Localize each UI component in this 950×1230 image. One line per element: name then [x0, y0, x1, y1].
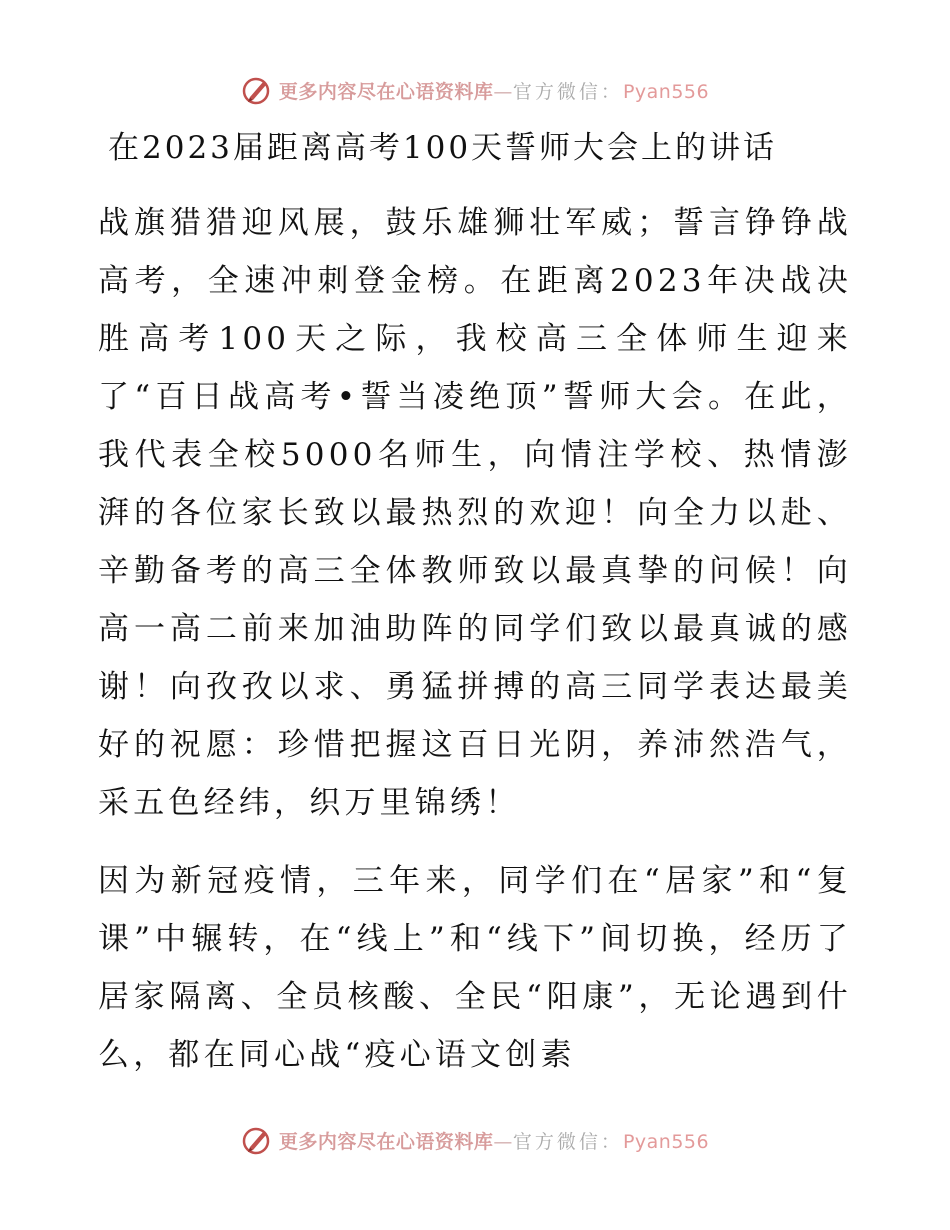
pen-logo-icon	[241, 1124, 273, 1156]
watermark-wechat-id: Pyan556	[622, 1130, 710, 1153]
watermark-label: 官方微信：	[512, 80, 623, 103]
paragraph-2: 因为新冠疫情，三年来，同学们在“居家”和“复课”中辗转，在“线上”和“线下”间切换，经历了居家隔离、全员核酸、全民“阳康”，无论遇到什么，都在同心战“疫心语文创素	[98, 863, 852, 1073]
watermark-brand: 更多内容尽在心语资料库	[278, 1130, 494, 1153]
watermark-brand: 更多内容尽在心语资料库	[278, 80, 494, 103]
watermark-text	[279, 1127, 709, 1154]
footer-watermark	[0, 1120, 950, 1160]
watermark-dash: —	[493, 80, 513, 103]
pen-logo-icon	[241, 74, 273, 106]
watermark-label: 官方微信：	[512, 1130, 623, 1153]
watermark-wechat-id: Pyan556	[622, 80, 710, 103]
watermark-text	[279, 77, 709, 104]
document-title: 在2023届距离高考100天誓师大会上的讲话	[108, 130, 778, 166]
paragraph-1: 战旗猎猎迎风展，鼓乐雄狮壮军威；誓言铮铮战高考，全速冲刺登金榜。在距离2023年决战决胜高考100天之际，我校高三全体师生迎来了“百日战高考•誓当凌绝顶”誓师大会。在此，我代表全校5000名师生，向情注学校、热情澎湃的各位家长致以最热烈的欢迎！向全力以赴、辛勤备考的高三全体教师致以最真挚的问候！向高一高二前来加油助阵的同学们致以最真诚的感谢！向孜孜以求、勇猛拼搏的高三同学表达最美好的祝愿：珍惜把握这百日光阴，养沛然浩气，采五色经纬，织万里锦绣！	[98, 205, 852, 821]
header-watermark	[0, 70, 950, 110]
watermark-dash: —	[493, 1130, 513, 1153]
